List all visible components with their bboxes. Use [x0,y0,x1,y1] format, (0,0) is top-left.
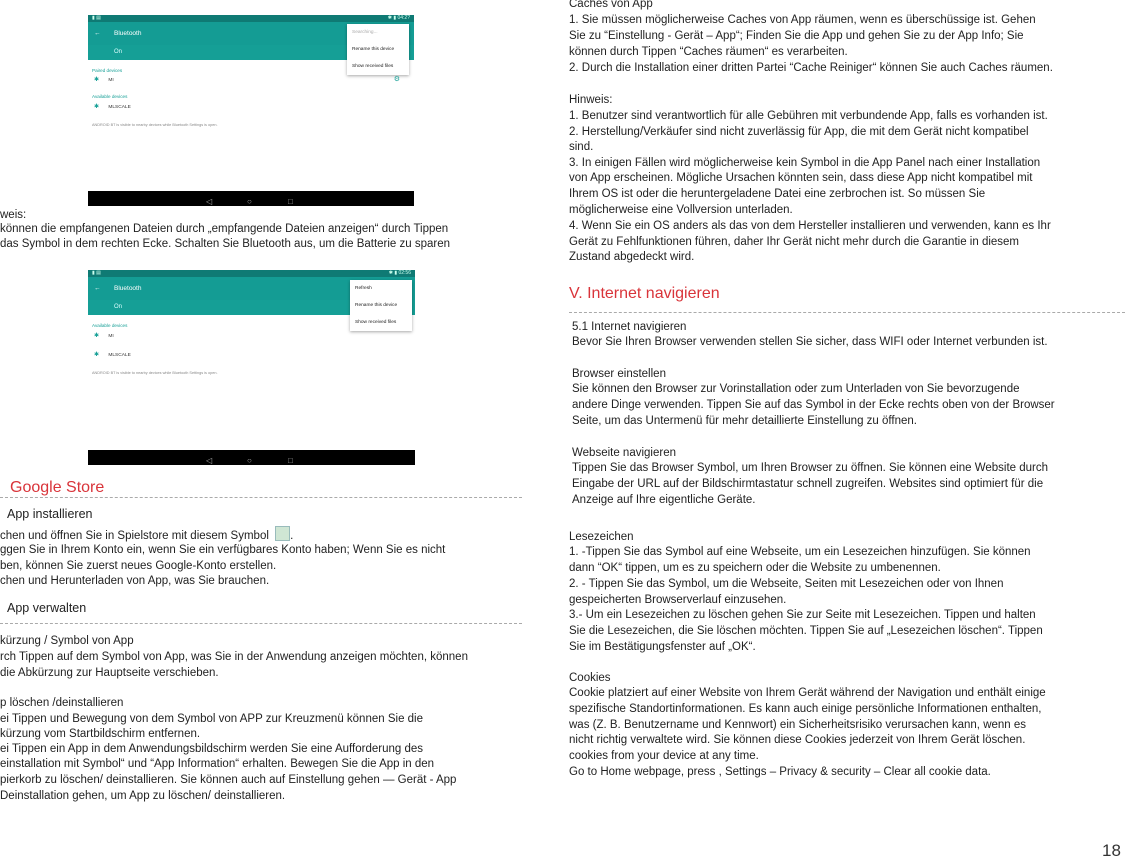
browser-line-3: Seite, um das Untermenü für mehr detaillierte Einstellung zu öffnen. [572,415,917,427]
app-install-line-3: ben, können Sie zuerst neues Google-Konto erstellen. [0,560,277,572]
status-right: ✱ ▮ 02:56 [388,270,411,276]
overflow-menu [347,24,409,75]
cookies-line-2: spezifische Standortinformationen. Es kann auch einige persönliche Informationen enthalten, [569,703,1042,715]
bluetooth-icon: ✱ [94,77,100,83]
overflow-menu [350,280,412,331]
menu-item-searching[interactable]: Searching... [352,30,378,35]
cookies-line-5: cookies from your device at any time. [569,750,759,762]
menu-item-refresh[interactable]: Refresh [355,286,372,291]
browser-title: Browser einstellen [572,368,666,380]
menu-item-show-received[interactable]: Show received files [352,64,394,69]
lesezeichen-line-4: gespeicherten Browserverlauf einzusehen. [569,594,787,606]
app-install-line-4: chen und Herunterladen von App, was Sie brauchen. [0,575,270,587]
hinweis-right-line-4: 3. In einigen Fällen wird möglicherweise kein Symbol in die App Panel nach einer Installation [569,157,1041,169]
cookies-line-6: Go to Home webpage, press , Settings – Privacy & security – Clear all cookie data. [569,766,991,778]
lesezeichen-line-6: Sie die Lesezeichen, die Sie löschen möchten. Tippen Sie auf „Lesezeichen löschen“. Tippen [569,625,1043,637]
delete-line-6: Deinstallation gehen, um App zu löschen/ deinstallieren. [0,790,286,802]
app-install-heading: App installieren [7,507,93,521]
browser-line-1: Sie können den Browser zur Vorinstallation oder zum Unterladen von Sie bevorzugende [572,383,1020,395]
device-row-2[interactable] [94,348,131,364]
status-bar [88,270,415,277]
available-devices-label: Available devices [92,323,128,328]
bluetooth-screenshot-2 [88,270,415,452]
nav-bar-2 [88,450,415,465]
hinweis-title-left: weis: [0,209,27,221]
delete-line-1: ei Tippen und Bewegung von dem Symbol von APP zur Kreuzmenü können Sie die [0,713,424,725]
bluetooth-icon: ✱ [94,333,100,339]
internet-sub-title: 5.1 Internet navigieren [572,321,687,333]
lesezeichen-line-5: 3.- Um ein Lesezeichen zu löschen gehen Sie zur Seite mit Lesezeichen. Tippen und halten [569,609,1036,621]
app-install-text-1: chen und öffnen Sie in Spielstore mit diesem Symbol [0,530,269,542]
status-icons: ▮ ▤ [92,270,101,276]
google-store-heading: Google Store [10,479,105,496]
hinweis-right-line-9: Gerät zu Fehlfunktionen führen, daher Ihr Gerät nicht mehr durch die Garantie in diesem [569,236,1020,248]
webseite-line-2: Eingabe der URL auf der Bildschirmtastatur schnell zugreifen. Websites sind optimiert für die [572,478,1044,490]
delete-line-2: kürzung vom Startbildschirm entfernen. [0,728,201,740]
shortcut-title: kürzung / Symbol von App [0,635,134,647]
lesezeichen-line-3: 2. - Tippen Sie das Symbol, um die Webseite, Seiten mit Lesezeichen oder von Ihnen [569,578,1004,590]
browser-line-2: andere Dinge verwenden. Tippen Sie auf das Symbol in der Ecke rechts oben von der Browser [572,399,1055,411]
play-store-icon [275,526,290,541]
hinweis-right-line-5: von App erscheinen. Mögliche Ursachen könnten sein, dass diese App nicht kompatibel mit [569,172,1033,184]
available-device-row[interactable] [94,100,131,116]
available-devices-label: Available devices [92,94,128,99]
webseite-title: Webseite navigieren [572,447,676,459]
hinweis-right-line-8: 4. Wenn Sie ein OS anders als das von dem Hersteller installieren und verwenden, kann es Ihr [569,220,1051,232]
hinweis-line-2: das Symbol in dem rechten Ecke. Schalten Sie Bluetooth aus, um die Batterie zu sparen [0,238,451,250]
toggle-label: On [114,49,123,55]
toggle-label: On [114,304,123,310]
caches-line-3: können durch Tippen “Caches räumen“ es verarbeiten. [569,46,848,58]
back-nav-icon[interactable]: ◁ [206,456,213,465]
home-nav-icon[interactable]: ○ [247,197,252,206]
page-number: 18 [1102,841,1121,860]
divider [0,623,522,624]
bluetooth-screenshot-1 [88,15,414,191]
cookies-title: Cookies [569,672,611,684]
delete-title: p löschen /deinstallieren [0,697,124,709]
lesezeichen-line-7: Sie im Bestätigungsfenster auf „OK“. [569,641,756,653]
divider [0,497,522,498]
menu-item-rename[interactable]: Rename this device [355,303,398,308]
lesezeichen-line-1: 1. -Tippen Sie das Symbol auf eine Webseite, um ein Lesezeichen hinzufügen. Sie können [569,546,1031,558]
hinweis-line-1: können die empfangenen Dateien durch „empfangende Dateien anzeigen“ durch Tippen [0,223,449,235]
shortcut-line-1: rch Tippen auf dem Symbol von App, was Sie in der Anwendung anzeigen möchten, können [0,651,468,663]
internet-heading: V. Internet navigieren [569,285,720,302]
hinweis-right-line-1: 1. Benutzer sind verantwortlich für alle Gebühren mit verbundende App, falls es vorhanden ist. [569,110,1048,122]
hinweis-right-line-2: 2. Herstellung/Verkäufer sind nicht zuverlässig für App, die mit dem Gerät nicht kompatibel [569,126,1029,138]
home-nav-icon[interactable]: ○ [247,456,252,465]
nav-bar-1 [88,191,414,206]
paired-devices-label: Paired devices [92,68,123,73]
caches-title: Caches von App [569,0,653,10]
app-install-line-2: ggen Sie in Ihrem Konto ein, wenn Sie ein verfügbares Konto haben; Wenn Sie es nicht [0,544,446,556]
caches-line-2: Sie zu “Einstellung - Gerät – App“; Finden Sie die App und gehen Sie zu der App Info; Sie [569,30,1024,42]
recents-nav-icon[interactable]: □ [288,197,293,206]
screen-title: Bluetooth [114,285,142,292]
hinweis-title-right: Hinweis: [569,94,613,106]
device-row-1[interactable] [94,329,114,345]
internet-sub-line: Bevor Sie Ihren Browser verwenden stellen Sie sicher, dass WIFI oder Internet verbunden ist. [572,336,1048,348]
shortcut-line-2: die Abkürzung zur Hauptseite verschieben. [0,667,219,679]
hinweis-right-line-7: möglicherweise eine Vollversion unterladen. [569,204,793,216]
back-arrow-icon[interactable]: ← [94,30,101,37]
screen-title: Bluetooth [114,30,142,37]
lesezeichen-line-2: dann “OK“ tippen, um es zu speichern oder die Website zu umbenennen. [569,562,941,574]
paired-device-name: MI [108,78,114,83]
back-arrow-icon[interactable]: ← [94,285,101,292]
device-name-2: MLSCALE [108,353,131,358]
cookies-line-3: was (Z. B. Benutzername und Kennwort) ein Sicherheitsrisiko verursachen kann, wenn es [569,719,1027,731]
available-device-name: MLSCALE [108,105,131,110]
bluetooth-icon: ✱ [94,104,100,110]
cookies-line-4: nicht richtig verwaltete wird. Sie können diese Cookies jederzeit von Ihrem Gerät löschen. [569,734,1026,746]
delete-line-5: pierkorb zu löschen/ deinstallieren. Sie können auch auf Einstellung gehen — Gerät - App [0,774,457,786]
divider [569,312,1125,313]
app-install-line-1: chen und öffnen Sie in Spielstore mit diesem Symbol . [0,526,293,545]
status-right: ✱ ▮ 04:2? [387,15,410,21]
status-icons: ▮ ▤ [92,15,101,21]
caches-line-1: 1. Sie müssen möglicherweise Caches von App räumen, wenn es überschüssige ist. Gehen [569,14,1036,26]
delete-line-3: ei Tippen ein App in dem Anwendungsbildschirm werden Sie eine Aufforderung des [0,743,424,755]
hinweis-right-line-3: sind. [569,141,594,153]
recents-nav-icon[interactable]: □ [288,456,293,465]
lesezeichen-title: Lesezeichen [569,531,634,543]
menu-item-show-received[interactable]: Show received files [355,320,397,325]
cookies-line-1: Cookie platziert auf einer Website von Ihrem Gerät während der Navigation und enthält einige [569,687,1046,699]
paired-device-row[interactable] [94,73,406,89]
device-name-1: MI [108,334,114,339]
visibility-note: ANDROID BT is visible to nearby devices while Bluetooth Settings is open. [92,371,218,375]
webseite-line-3: Anzeige auf Ihre eigentliche Geräte. [572,494,756,506]
hinweis-right-line-6: Ihrem OS ist oder die heruntergeladene Datei eine zerbrochen ist. So müssen Sie [569,188,986,200]
visibility-note: ANDROID BT is visible to nearby devices while Bluetooth Settings is open. [92,123,218,127]
caches-line-4: 2. Durch die Installation einer dritten Partei “Cache Reiniger“ können Sie auch Caches räumen. [569,62,1053,74]
bluetooth-icon: ✱ [94,352,100,358]
gear-icon[interactable]: ⚙ [393,76,400,83]
back-nav-icon[interactable]: ◁ [206,197,213,206]
webseite-line-1: Tippen Sie das Browser Symbol, um Ihren Browser zu öffnen. Sie können eine Website durch [572,462,1049,474]
hinweis-right-line-10: Zustand abgedeckt wird. [569,251,695,263]
menu-item-rename[interactable]: Rename this device [352,47,395,52]
app-manage-heading: App verwalten [7,601,87,615]
delete-line-4: einstallation mit Symbol“ und “App Information“ erhalten. Bewegen Sie die App in den [0,758,435,770]
status-bar [88,15,414,22]
